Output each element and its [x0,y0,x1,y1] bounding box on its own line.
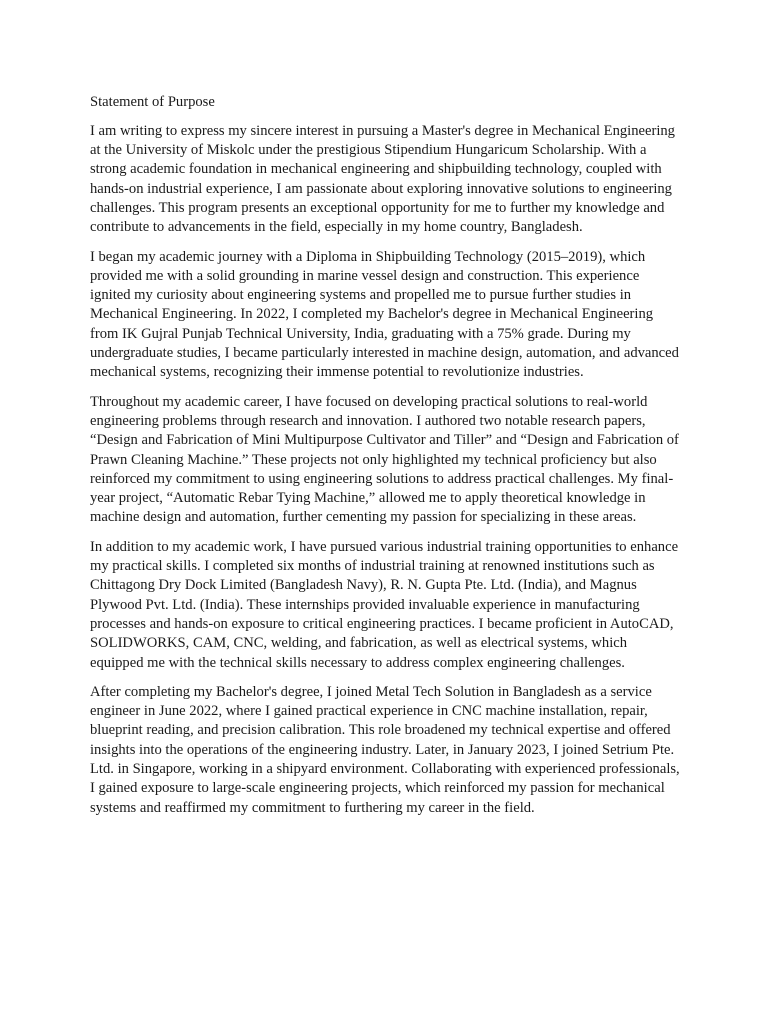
paragraph-intro: I am writing to express my sincere interest in pursuing a Master's degree in Mechanical Engineering at the University of Miskolc under the prestigious Stipendium Hungaricum Scholarship. With a strong academic foundation in mechanical engineering and shipbuilding technology, coupled with hands-on industrial experience, I am passionate about exploring innovative solutions to engineering challenges. This program presents an exceptional opportunity for me to further my knowledge and contribute to advancements in the field, especially in my home country, Bangladesh. [90,122,675,236]
paragraph-academic-journey: I began my academic journey with a Diploma in Shipbuilding Technology (2015–2019), which provided me with a solid grounding in marine vessel design and construction. This experience ignited my curiosity about engineering systems and propelled me to pursue further studies in Mechanical Engineering. In 2022, I completed my Bachelor's degree in Mechanical Engineering from IK Gujral Punjab Technical University, India, graduating with a 75% grade. During my undergraduate studies, I became particularly interested in machine design, automation, and advanced mechanical systems, recognizing their immense potential to revolutionize industries. [90,248,679,381]
document-title: Statement of Purpose [90,94,215,110]
paragraph-industrial-training: In addition to my academic work, I have pursued various industrial training opportunities to enhance my practical skills. I completed six months of industrial training at renowned institutions such as Chittagong Dry Dock Limited (Bangladesh Navy), R. N. Gupta Pte. Ltd. (India), and Magnus Plywood Pvt. Ltd. (India). These internships provided invaluable experience in manufacturing processes and hands-on exposure to critical engineering practices. I became proficient in AutoCAD, SOLIDWORKS, CAM, CNC, welding, and fabrication, as well as electrical systems, which equipped me with the technical skills necessary to address complex engineering challenges. [90,538,679,671]
paragraph-work-experience: After completing my Bachelor's degree, I joined Metal Tech Solution in Bangladesh as a service engineer in June 2022, where I gained practical experience in CNC machine installation, repair, blueprint reading, and precision calibration. This role broadened my technical expertise and offered insights into the operations of the engineering industry. Later, in January 2023, I joined Setrium Pte. Ltd. in Singapore, working in a shipyard environment. Collaborating with experienced professionals, I gained exposure to large-scale engineering projects, which reinforced my passion for mechanical systems and reaffirmed my commitment to furthering my career in the field. [90,683,680,816]
paragraph-research: Throughout my academic career, I have focused on developing practical solutions to real-world engineering problems through research and innovation. I authored two notable research papers, “Design and Fabrication of Mini Multipurpose Cultivator and Tiller” and “Design and Fabrication of Prawn Cleaning Machine.” These projects not only highlighted my technical proficiency but also reinforced my commitment to using engineering solutions to address practical challenges. My final-year project, “Automatic Rebar Tying Machine,” allowed me to apply theoretical knowledge in machine design and automation, further cementing my passion for specializing in these areas. [90,393,679,526]
document-page [90,93,680,828]
